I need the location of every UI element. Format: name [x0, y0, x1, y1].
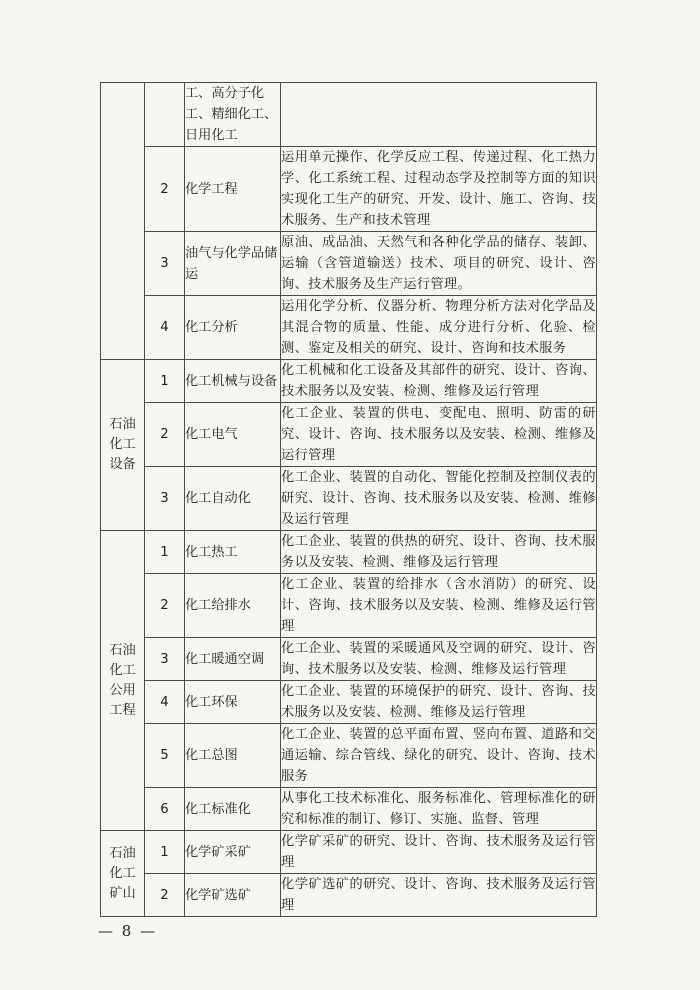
row-number: 4: [160, 320, 169, 335]
specialty-name-cell: [185, 638, 281, 681]
table-row: [101, 360, 597, 403]
specialty-name-cell: [185, 360, 281, 403]
specialty-name: 化工暖通空调: [185, 651, 265, 667]
category-label: 石油化工设备: [109, 417, 136, 472]
specialty-name: 化工自动化: [185, 491, 251, 506]
specialty-description: 化工机械和化工设备及其部件的研究、设计、咨询、技术服务以及安装、检测、维修及运行管理: [281, 363, 596, 399]
row-number: 3: [160, 256, 169, 271]
specialty-name: 化工电气: [185, 427, 238, 442]
row-number-cell: [145, 232, 185, 296]
row-number: 2: [160, 181, 169, 197]
row-number-cell: [145, 574, 185, 638]
specialty-name-cell: [185, 232, 281, 296]
specialty-description: 化工企业、装置的供热的研究、设计、咨询、技术服务以及安装、检测、维修及运行管理: [281, 534, 596, 570]
table-row: [101, 874, 597, 917]
specialty-description: 从事化工技术标准化、服务标准化、管理标准化的研究和标准的制订、修订、实施、监督、管理: [281, 791, 596, 827]
specialty-name-cell: [185, 574, 281, 638]
table-row: [101, 681, 597, 724]
specialty-name: 化工机械与设备: [185, 373, 278, 389]
specialty-description-cell: [281, 874, 597, 917]
specialty-description-cell: [281, 831, 597, 874]
page-number: — 8 —: [98, 922, 158, 940]
specialty-name: 化工总图: [185, 748, 238, 763]
table-row: [101, 638, 597, 681]
specialty-name-cell: [185, 831, 281, 874]
row-number-cell: [145, 531, 185, 574]
specialty-description-cell: [281, 638, 597, 681]
specialty-name-cell: [185, 724, 281, 788]
specialty-name-cell: [185, 147, 281, 232]
specialty-description: 化工企业、装置的给排水（含水消防）的研究、设计、咨询、技术服务以及安装、检测、维修及运行管理: [281, 577, 596, 634]
specialty-description: 运用单元操作、化学反应工程、传递过程、化工热力学、化工系统工程、过程动态学及控制等方面的知识实现化工生产的研究、开发、设计、施工、咨询、技术服务、生产和技术管理: [281, 150, 596, 228]
specialty-name-cell: [185, 83, 281, 147]
specialty-name: 化学工程: [185, 181, 238, 197]
category-cell: [101, 83, 145, 360]
specialty-name: 油气与化学品储运: [185, 245, 278, 282]
row-number: 6: [160, 801, 169, 817]
row-number-cell: [145, 467, 185, 531]
specialty-description-cell: [281, 467, 597, 531]
row-number: 2: [160, 887, 169, 903]
category-cell: [101, 831, 145, 917]
specialty-description-cell: [281, 788, 597, 831]
row-number: 2: [160, 598, 169, 613]
row-number: 3: [160, 651, 169, 667]
specialty-description: 化工企业、装置的总平面布置、竖向布置、道路和交通运输、综合管线、绿化的研究、设计、咨询、技术服务: [281, 727, 596, 784]
specialty-name: 化工分析: [185, 320, 238, 335]
row-number: 1: [160, 373, 169, 389]
row-number: 2: [160, 427, 169, 442]
row-number-cell: [145, 874, 185, 917]
row-number-cell: [145, 788, 185, 831]
specialty-name: 工、高分子化工、精细化工、日用化工: [185, 86, 278, 143]
category-label: 石油化工公用工程: [109, 642, 136, 718]
specialty-description: 原油、成品油、天然气和各种化学品的储存、装卸、运输（含管道输送）技术、项目的研究、设计、咨询、技术服务及生产运行管理。: [281, 235, 596, 292]
specialty-description: 化工企业、装置的采暖通风及空调的研究、设计、咨询、技术服务以及安装、检测、维修及运行管理: [281, 641, 596, 677]
specialty-name-cell: [185, 467, 281, 531]
specialty-name: 化工给排水: [185, 598, 251, 613]
row-number: 3: [160, 491, 169, 506]
specialty-description: 化学矿选矿的研究、设计、咨询、技术服务及运行管理: [281, 877, 596, 913]
specialty-name: 化工环保: [185, 694, 238, 710]
table-row: [101, 788, 597, 831]
row-number-cell: [145, 360, 185, 403]
row-number-cell: [145, 403, 185, 467]
row-number: 4: [160, 694, 169, 710]
table-row: [101, 147, 597, 232]
specialty-description: 运用化学分析、仪器分析、物理分析方法对化学品及其混合物的质量、性能、成分进行分析、化验、检测、鉴定及相关的研究、设计、咨询和技术服务: [281, 299, 596, 356]
table-row: [101, 403, 597, 467]
table-row: [101, 531, 597, 574]
specialty-description: 化工企业、装置的环境保护的研究、设计、咨询、技术服务以及安装、检测、维修及运行管理: [281, 684, 596, 720]
specialty-name: 化工热工: [185, 544, 238, 560]
specialty-name-cell: [185, 681, 281, 724]
specialty-description-cell: [281, 531, 597, 574]
specialty-description: 化学矿采矿的研究、设计、咨询、技术服务及运行管理: [281, 834, 596, 870]
row-number-cell: [145, 147, 185, 232]
category-cell: [101, 360, 145, 531]
category-label: 石油化工矿山: [109, 845, 136, 901]
specialty-description-cell: [281, 83, 597, 147]
row-number-cell: [145, 724, 185, 788]
specialty-name-cell: [185, 874, 281, 917]
specialty-name: 化学矿选矿: [185, 887, 251, 903]
specialty-description-cell: [281, 574, 597, 638]
table-row: [101, 574, 597, 638]
row-number: 5: [160, 748, 169, 763]
table-row: [101, 83, 597, 147]
specialty-table: [100, 82, 597, 917]
specialty-name-cell: [185, 296, 281, 360]
specialty-name-cell: [185, 403, 281, 467]
row-number-cell: [145, 831, 185, 874]
row-number-cell: [145, 83, 185, 147]
specialty-description-cell: [281, 232, 597, 296]
table-row: [101, 296, 597, 360]
specialty-description-cell: [281, 147, 597, 232]
row-number-cell: [145, 638, 185, 681]
table-row: [101, 831, 597, 874]
specialty-name-cell: [185, 531, 281, 574]
specialty-name: 化工标准化: [185, 801, 251, 817]
specialty-description-cell: [281, 403, 597, 467]
specialty-name-cell: [185, 788, 281, 831]
specialty-description: 化工企业、装置的供电、变配电、照明、防雷的研究、设计、咨询、技术服务以及安装、检测、维修及运行管理: [281, 406, 596, 463]
row-number: 1: [160, 544, 169, 560]
row-number-cell: [145, 681, 185, 724]
specialty-name: 化学矿采矿: [185, 844, 251, 860]
table-row: [101, 232, 597, 296]
table-row: [101, 467, 597, 531]
specialty-description-cell: [281, 360, 597, 403]
specialty-description: 化工企业、装置的自动化、智能化控制及控制仪表的研究、设计、咨询、技术服务以及安装、检测、维修及运行管理: [281, 470, 596, 527]
row-number-cell: [145, 296, 185, 360]
category-cell: [101, 531, 145, 831]
specialty-description-cell: [281, 724, 597, 788]
specialty-description-cell: [281, 296, 597, 360]
row-number: 1: [160, 844, 169, 860]
table-body: [101, 83, 597, 917]
specialty-description-cell: [281, 681, 597, 724]
table-row: [101, 724, 597, 788]
